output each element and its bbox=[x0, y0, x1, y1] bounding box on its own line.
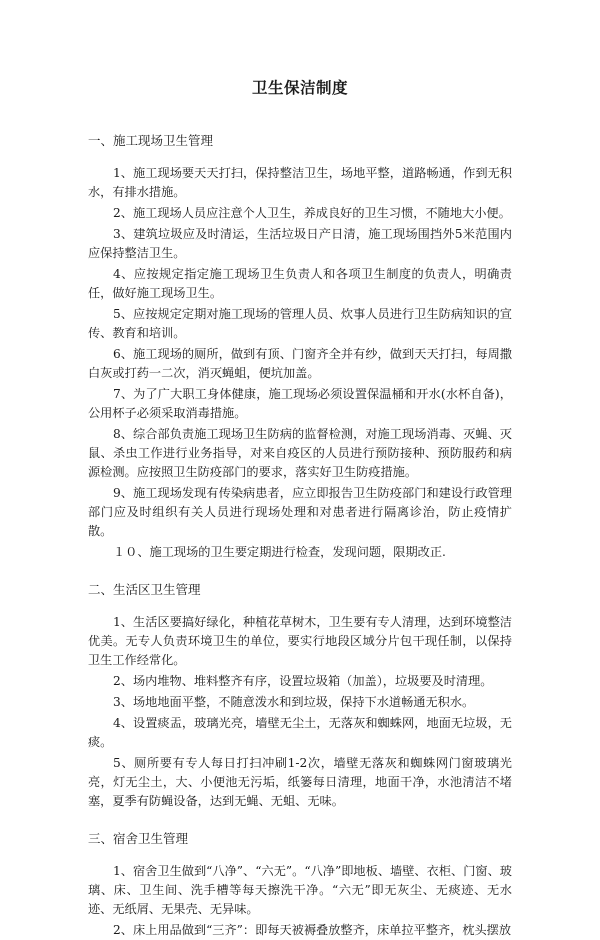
section-heading: 二、生活区卫生管理 bbox=[88, 582, 201, 597]
section-dormitory bbox=[88, 829, 512, 940]
paragraph: 1、宿舍卫生做到“八净”、“六无”。“八净”即地板、墙壁、衣柜、门窗、玻璃、床、卫生间、洗手槽等每天擦洗干净。“六无”即无灰尘、无痰迹、无水迹、无纸屑、无果壳、无异味。 bbox=[88, 864, 512, 916]
section-heading: 三、宿舍卫生管理 bbox=[88, 831, 189, 846]
paragraph: 4、应按规定指定施工现场卫生负责人和各项卫生制度的负责人，明确责任，做好施工现场卫生。 bbox=[88, 267, 512, 300]
paragraph: 3、建筑垃圾应及时清运，生活垃圾日产日清，施工现场围挡外5米范围内应保持整洁卫生。 bbox=[88, 227, 512, 260]
paragraph: 1、生活区要搞好绿化，种植花草树木，卫生要有专人清理，达到环境整洁优美。无专人负责环境卫生的单位，要实行地段区域分片包干现任制，以保持卫生工作经常化。 bbox=[88, 615, 512, 667]
document-title: 卫生保洁制度 bbox=[251, 78, 348, 97]
paragraph: 2、床上用品做到“三齐”：即每天被褥叠放整齐，床单拉平整齐，枕头摆放 bbox=[113, 923, 512, 937]
paragraph: １０、施工现场的卫生要定期进行检查，发现问题，限期改正. bbox=[113, 545, 446, 559]
paragraph: 4、设置痰盂，玻璃光亮，墙壁无尘土，无落灰和蜘蛛网，地面无垃圾，无痰。 bbox=[88, 716, 512, 749]
spacer bbox=[88, 813, 512, 829]
paragraph: 8、综合部负责施工现场卫生防病的监督检测，对施工现场消毒、灭蝇、灭鼠、杀虫工作进行业务指导，对来自疫区的人员进行预防接种、预防服药和病源检测。应按照卫生防疫部门的要求，落实好卫生防疫措施。 bbox=[88, 427, 512, 479]
section-living-area bbox=[88, 580, 512, 811]
section-heading: 一、施工现场卫生管理 bbox=[88, 133, 214, 148]
paragraph: 6、施工现场的厕所，做到有顶、门窗齐全并有纱，做到天天打扫，每周撒白灰或打药一二次，消灭蝇蛆，便坑加盖。 bbox=[88, 347, 512, 380]
paragraph: 1、施工现场要天天打扫，保持整洁卫生，场地平整，道路畅通，作到无积水，有排水措施。 bbox=[88, 166, 512, 199]
paragraph: 3、场地地面平整，不随意泼水和到垃圾，保持下水道畅通无积水。 bbox=[113, 695, 475, 709]
paragraph: 5、厕所要有专人每日打扫冲刷1-2次，墙壁无落灰和蜘蛛网门窗玻璃光亮，灯无尘土，大、小便池无污垢，纸篓每日清理，地面干净，水池清洁不堵塞，夏季有防蝇设备，达到无蝇、无蛆、无味。 bbox=[88, 756, 512, 808]
paragraph: 2、施工现场人员应注意个人卫生，养成良好的卫生习惯，不随地大小便。 bbox=[113, 206, 511, 220]
paragraph: 7、为了广大职工身体健康，施工现场必须设置保温桶和开水(水杯自备)，公用杯子必须采取消毒措施。 bbox=[88, 387, 512, 420]
section-construction-site bbox=[88, 131, 512, 562]
spacer bbox=[88, 564, 512, 580]
paragraph: 5、应按规定定期对施工现场的管理人员、炊事人员进行卫生防病知识的宣传、教育和培训。 bbox=[88, 307, 512, 340]
paragraph: 9、施工现场发现有传染病患者，应立即报告卫生防疫部门和建设行政管理部门应及时组织有关人员进行现场处理和对患者进行隔离诊治，防止疫情扩散。 bbox=[88, 486, 512, 538]
paragraph: 2、场内堆物、堆料整齐有序，设置垃圾箱（加盖），垃圾要及时清理。 bbox=[113, 674, 493, 688]
